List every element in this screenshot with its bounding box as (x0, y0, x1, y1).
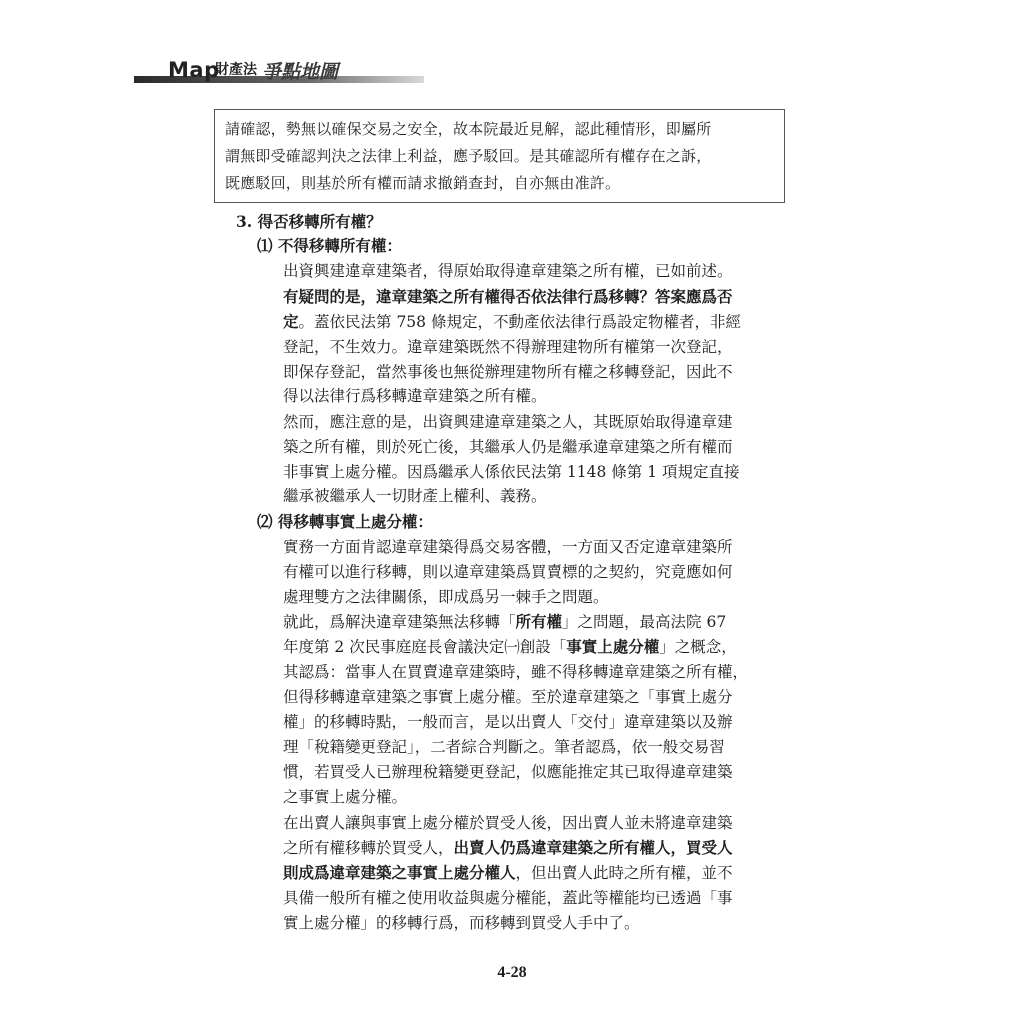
paragraph-line (283, 310, 741, 334)
paragraph-line (283, 635, 737, 659)
paragraph-line: 登記，不生效力。違章建築既然不得辦理建物所有權第一次登記， (283, 338, 733, 356)
paragraph-line: 慣，若買受人已辦理稅籍變更登記，似應能推定其已取得違章建築 (283, 763, 733, 781)
paragraph-line: 之事實上處分權。 (283, 788, 408, 806)
paragraph-line: 在出賣人讓與事實上處分權於買受人後，因出賣人並未將違章建築 (283, 814, 733, 832)
paragraph-line: 權」的移轉時點，一般而言，是以出賣人「交付」違章建築以及辦 (283, 713, 733, 731)
inline-text: ，但出賣人此時之所有權，並不 (515, 864, 733, 882)
paragraph-line: 出資興建違章建築者，得原始取得違章建築之所有權，已如前述。 (283, 262, 733, 280)
paragraph-line: 其認爲：當事人在買賣違章建築時，雖不得移轉違章建築之所有權， (283, 663, 749, 681)
paragraph-line: 但得移轉違章建築之事實上處分權。至於違章建築之「事實上處分 (283, 688, 733, 706)
paragraph-line: 築之所有權，則於死亡後，其繼承人仍是繼承違章建築之所有權而 (283, 438, 733, 456)
inline-text: 年度第 2 次民事庭庭長會議決定㈠創設「 (283, 638, 567, 656)
paragraph-line: 得以法律行爲移轉違章建築之所有權。 (283, 387, 547, 405)
paragraph-line: 即保存登記，當然事後也無從辦理建物所有權之移轉登記，因此不 (283, 363, 733, 381)
paragraph-line: 理「稅籍變更登記」，二者綜合判斷之。筆者認爲，依一般交易習 (283, 738, 725, 756)
page-number: 4-28 (497, 964, 527, 981)
header-category: 財產法 (215, 62, 257, 78)
paragraph-line: 非事實上處分權。因爲繼承人係依民法第 1148 條第 1 項規定直接 (283, 463, 740, 481)
header-brand: Map (168, 58, 220, 82)
quote-line: 請確認，勢無以確保交易之安全，故本院最近見解，認此種情形，即屬所 (225, 120, 712, 138)
quote-box (214, 109, 785, 203)
inline-text: 就此，爲解決違章建築無法移轉「 (283, 613, 516, 631)
paragraph-line: 實上處分權」的移轉行爲，而移轉到買受人手中了。 (283, 914, 640, 932)
paragraph-line (283, 836, 733, 860)
inline-text: 」之概念， (659, 638, 737, 656)
inline-text: 。蓋依民法第 758 條規定，不動產依法律行爲設定物權者，非經 (298, 313, 741, 331)
inline-text: 」之問題，最高法院 67 (562, 613, 727, 631)
subsection-heading: ⑵ 得移轉事實上處分權： (257, 512, 433, 531)
paragraph-line: 具備一般所有權之使用收益與處分權能，蓋此等權能均已透過「事 (283, 889, 733, 907)
paragraph-line: 繼承被繼承人一切財產上權利、義務。 (283, 487, 547, 505)
inline-text: 之所有權移轉於買受人， (283, 839, 454, 857)
running-header (0, 56, 1024, 90)
paragraph-line: 然而，應注意的是，出資興建違章建築之人，其既原始取得違章建 (283, 413, 733, 431)
header-topic: 爭點地圖 (262, 61, 339, 83)
paragraph-line: 有權可以進行移轉，則以違章建築爲買賣標的之契約，究竟應如何 (283, 563, 733, 581)
paragraph-line (283, 610, 726, 634)
bold-text: 出賣人仍爲違章建築之所有權人，買受人 (453, 838, 733, 857)
quote-line: 謂無即受確認判決之法律上利益，應予駁回。是其確認所有權存在之訴， (225, 147, 712, 165)
paragraph-line (283, 861, 733, 885)
subsection-heading: ⑴ 不得移轉所有權： (257, 236, 402, 255)
section-heading: 3. 得否移轉所有權？ (236, 212, 382, 231)
paragraph-line: 處理雙方之法律關係，即成爲另一棘手之問題。 (283, 588, 609, 606)
paragraph-line: 實務一方面肯認違章建築得爲交易客體，一方面又否定違章建築所 (283, 538, 733, 556)
bold-text: 事實上處分權 (566, 637, 660, 656)
paragraph-line: 有疑問的是，違章建築之所有權得否依法律行爲移轉？答案應爲否 (283, 287, 733, 306)
quote-line: 既應駁回，則基於所有權而請求撤銷查封，自亦無由准許。 (225, 174, 621, 192)
bold-text: 則成爲違章建築之事實上處分權人 (283, 863, 516, 882)
bold-text: 定 (283, 312, 299, 331)
bold-text: 所有權 (515, 612, 563, 631)
